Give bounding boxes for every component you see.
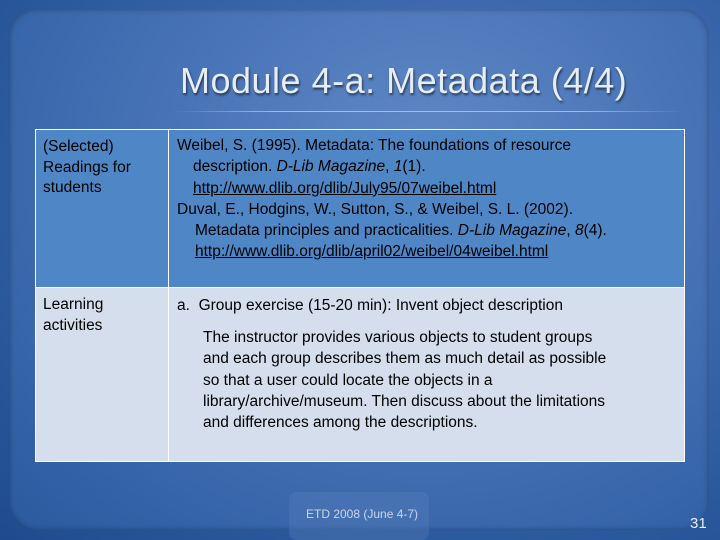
readings-label-line: students	[43, 179, 102, 196]
citation-1-authors: Weibel, S. (1995). Metadata: The foundations of resource	[177, 137, 572, 154]
activity-item	[177, 293, 676, 316]
description-line: library/archive/museum. Then discuss about the limitations	[203, 392, 606, 410]
activities-label-cell	[36, 288, 169, 462]
description-line: and differences among the descriptions.	[203, 414, 478, 432]
readings-content-cell	[169, 130, 685, 288]
citation-1-link[interactable]: http://www.dlib.org/dlib/July95/07weibel.html	[193, 179, 497, 197]
slide-title: Module 4-a: Metadata (4/4)	[180, 60, 628, 101]
readings-label-line: Readings for	[43, 158, 131, 176]
citation-1-volume: 1	[393, 158, 403, 176]
readings-label-line: (Selected)	[43, 138, 114, 155]
activities-label-line: Learning	[43, 296, 104, 313]
table-row-activities	[36, 288, 685, 462]
slide-footer: ETD 2008 (June 4-7)	[306, 507, 419, 521]
description-line: and each group describes them as much detail as possible	[203, 350, 607, 368]
citation-1-journal: D-Lib Magazine	[276, 158, 386, 176]
readings-label-cell	[36, 130, 169, 288]
citation-2-authors: Duval, E., Hodgins, W., Sutton, S., & Weibel, S. L. (2002).	[177, 200, 574, 218]
citation-2-source: Metadata principles and practicalities. D-Lib Magazine, 8(4).	[195, 222, 607, 240]
citation-1-source: description. D-Lib Magazine, 1(1).	[193, 158, 426, 176]
citation-2-journal: D-Lib Magazine	[457, 222, 567, 240]
citation-2-volume: 8	[574, 222, 584, 240]
description-line: The instructor provides various objects to student groups	[203, 329, 593, 346]
citation-2-link[interactable]: http://www.dlib.org/dlib/april02/weibel/04weibel.html	[195, 243, 549, 261]
activity-marker: a.	[177, 297, 190, 314]
activity-description	[177, 327, 676, 433]
content-table	[35, 129, 685, 462]
page-number: 31	[690, 515, 707, 532]
activities-content-cell	[169, 288, 685, 462]
description-line: so that a user could locate the objects in a	[203, 371, 493, 389]
activity-title: Group exercise (15-20 min): Invent object description	[198, 297, 563, 314]
title-divider	[172, 111, 684, 112]
table-row-readings	[36, 130, 685, 288]
activities-label-line: activities	[43, 316, 103, 334]
